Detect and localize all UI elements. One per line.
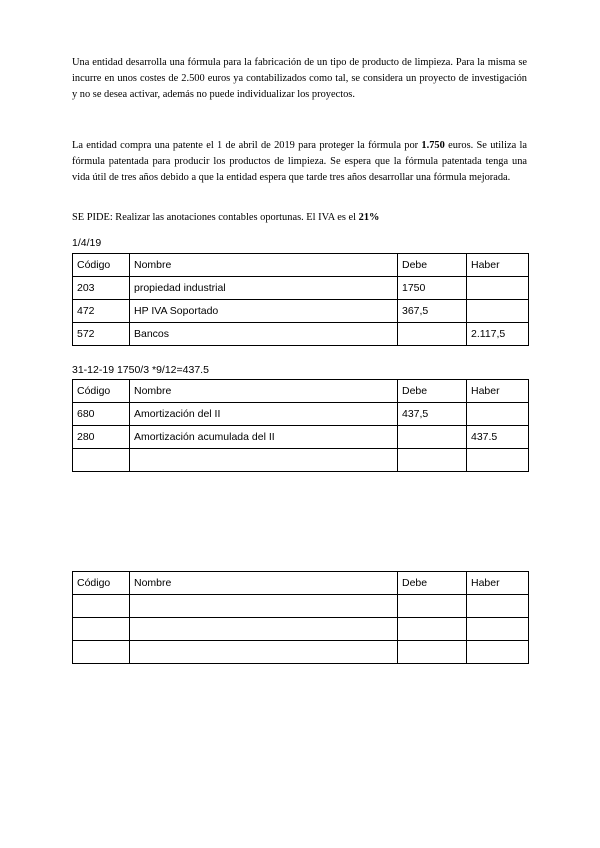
cell-debe: 367,5: [398, 300, 467, 323]
cell-nombre: [130, 595, 398, 618]
cell-haber: [467, 641, 529, 664]
header-nombre: Nombre: [130, 572, 398, 595]
table-row: [73, 277, 529, 300]
cell-debe: [398, 595, 467, 618]
header-codigo: Código: [73, 380, 130, 403]
cell-debe: [398, 618, 467, 641]
table-row: [73, 449, 529, 472]
table-row: [73, 323, 529, 346]
cell-codigo: 572: [73, 323, 130, 346]
table-row: [73, 641, 529, 664]
cell-codigo: [73, 618, 130, 641]
cell-codigo: 280: [73, 426, 130, 449]
header-haber: Haber: [467, 254, 529, 277]
patent-amount: 1.750: [421, 140, 445, 151]
cell-codigo: [73, 641, 130, 664]
cell-codigo: [73, 449, 130, 472]
header-codigo: Código: [73, 254, 130, 277]
cell-haber: [467, 403, 529, 426]
entry-date-label: 31-12-19 1750/3 *9/12=437.5: [72, 364, 209, 376]
cell-debe: [398, 323, 467, 346]
cell-nombre: Amortización acumulada del II: [130, 426, 398, 449]
header-debe: Debe: [398, 572, 467, 595]
statement-text: La entidad compra una patente el 1 de abril de 2019 para proteger la fórmula por: [72, 140, 422, 151]
header-codigo: Código: [73, 572, 130, 595]
journal-entry-table: [72, 571, 529, 664]
statement-task: [72, 210, 527, 226]
cell-nombre: HP IVA Soportado: [130, 300, 398, 323]
cell-debe: [398, 426, 467, 449]
cell-nombre: Amortización del II: [130, 403, 398, 426]
vat-rate: 21%: [358, 212, 380, 223]
cell-codigo: [73, 595, 130, 618]
cell-haber: [467, 449, 529, 472]
cell-debe: 1750: [398, 277, 467, 300]
cell-codigo: 203: [73, 277, 130, 300]
cell-nombre: [130, 641, 398, 664]
table-row: [73, 618, 529, 641]
cell-debe: 437,5: [398, 403, 467, 426]
cell-haber: [467, 277, 529, 300]
header-haber: Haber: [467, 380, 529, 403]
header-debe: Debe: [398, 254, 467, 277]
cell-codigo: 680: [73, 403, 130, 426]
cell-nombre: Bancos: [130, 323, 398, 346]
statement-text: euros. Se utiliza la fórmula patentada para producir los productos de limpieza. Se espera que la fórmula patentada tenga una vida útil de tres años debido a que la entidad espera que tarde tres años desarrollar una fórmula mejorada.: [72, 140, 527, 183]
entry-date-label: 1/4/19: [72, 237, 102, 249]
statement-text: SE PIDE: Realizar las anotaciones contables oportunas. El IVA es el: [72, 212, 359, 223]
table-header-row: [73, 572, 529, 595]
header-haber: Haber: [467, 572, 529, 595]
cell-nombre: [130, 449, 398, 472]
cell-haber: [467, 300, 529, 323]
journal-entry-table: [72, 253, 529, 346]
header-debe: Debe: [398, 380, 467, 403]
table-row: [73, 426, 529, 449]
table-header-row: [73, 254, 529, 277]
header-nombre: Nombre: [130, 380, 398, 403]
table-row: [73, 403, 529, 426]
journal-entry-table: [72, 379, 529, 472]
cell-haber: [467, 618, 529, 641]
cell-debe: [398, 449, 467, 472]
header-nombre: Nombre: [130, 254, 398, 277]
cell-haber: [467, 595, 529, 618]
cell-haber: 437.5: [467, 426, 529, 449]
table-header-row: [73, 380, 529, 403]
cell-haber: 2.117,5: [467, 323, 529, 346]
cell-nombre: [130, 618, 398, 641]
cell-nombre: propiedad industrial: [130, 277, 398, 300]
statement-paragraph-2: [72, 138, 527, 186]
statement-paragraph-1: Una entidad desarrolla una fórmula para la fabricación de un tipo de producto de limpieza. Para la misma se incurre en unos costes de 2.500 euros ya contabilizados como tal, se considera un proyecto de investigación y no se desea activar, además no puede individualizar los proyectos.: [72, 57, 527, 100]
table-row: [73, 300, 529, 323]
table-row: [73, 595, 529, 618]
cell-codigo: 472: [73, 300, 130, 323]
cell-debe: [398, 641, 467, 664]
